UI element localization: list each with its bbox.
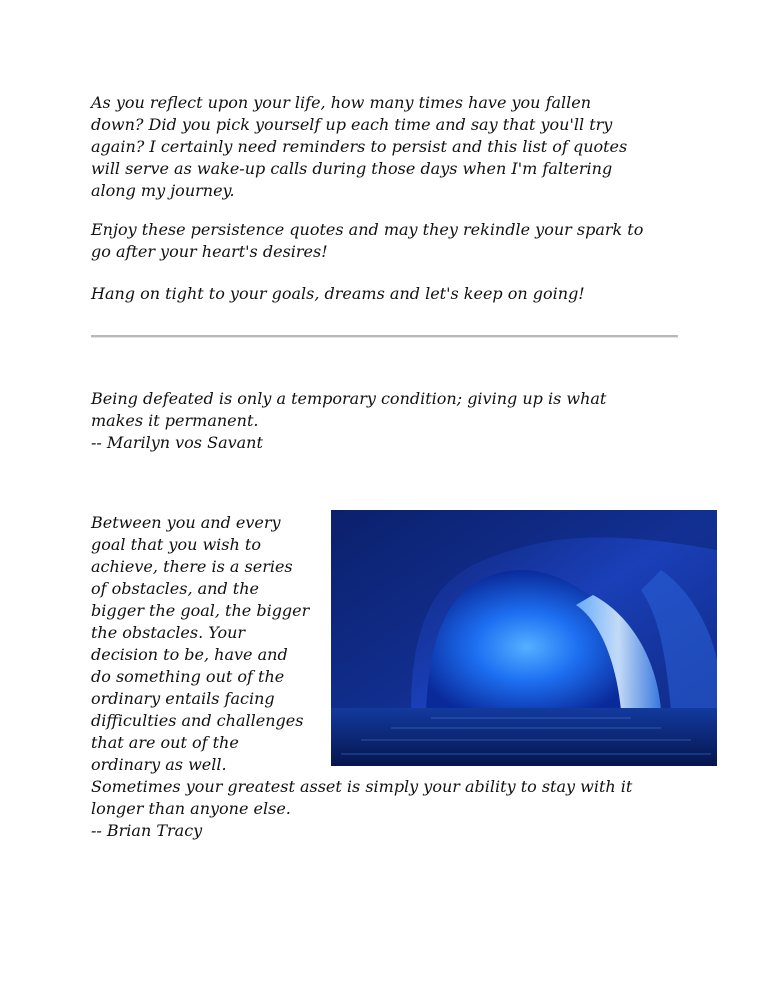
quote-1-author: -- Marilyn vos Savant [91,433,263,452]
quote-1-text: Being defeated is only a temporary condition; giving up is what makes it permanent. [91,389,607,430]
quote-2-text: Between you and every goal that you wish to achieve, there is a series of obstacles, and the bigger the goal, the bigger the obstacles. Your decision to be, have and do something out of the ordinary entails facing difficulties and challenges that are out of the ordinary as well. [91,513,310,774]
intro-paragraph-2: Enjoy these persistence quotes and may they rekindle your spark to go after your heart's desires! [91,220,644,261]
intro-paragraph-3: Hang on tight to your goals, dreams and let's keep on going! [91,284,585,303]
quote-2-text-continued: Sometimes your greatest asset is simply your ability to stay with it longer than anyone else. [91,777,633,818]
water-surface [331,708,717,766]
intro-paragraph-1: As you reflect upon your life, how many times have you fallen down? Did you pick yourself up each time and say that you'll try again? I certainly need reminders to persist and this list of quotes will serve as wake-up calls during those days when I'm faltering along my journey. [91,93,628,200]
ice-cave-photo [331,510,717,766]
quote-2-author: -- Brian Tracy [91,821,203,840]
horizontal-divider [91,335,678,338]
